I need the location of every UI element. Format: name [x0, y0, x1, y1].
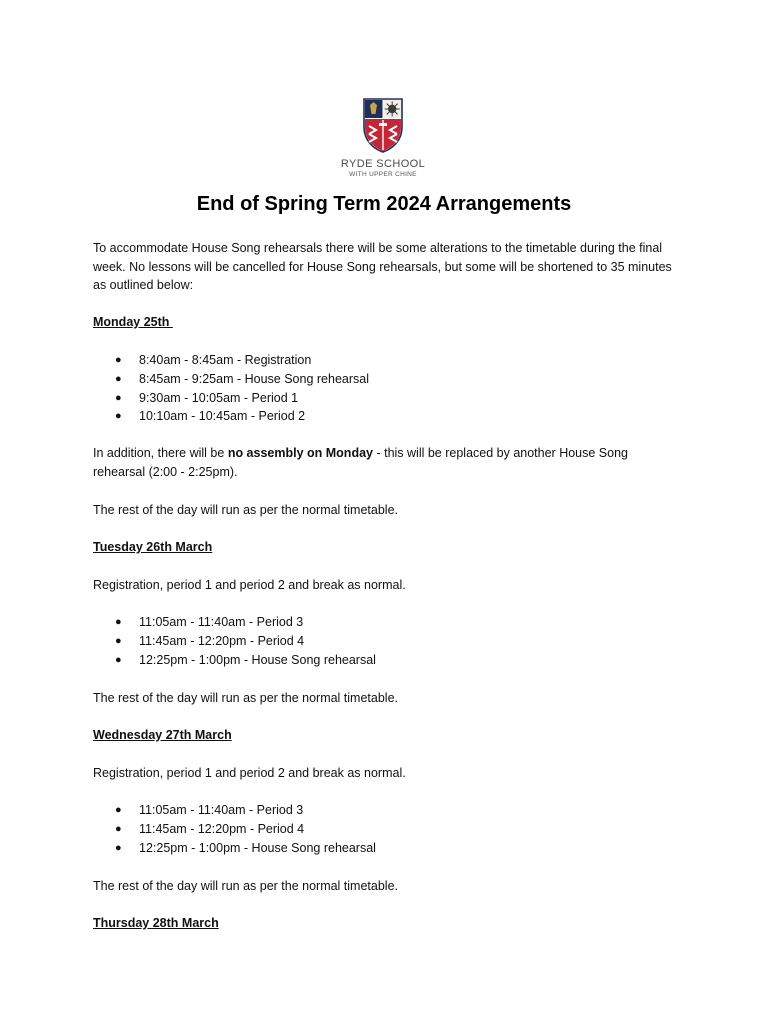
- school-subtitle: WITH UPPER CHINE: [349, 171, 417, 178]
- list-item: [93, 370, 369, 389]
- list-item: [93, 632, 376, 651]
- list-item: [93, 613, 376, 632]
- list-item-text: 11:45am - 12:20pm - Period 4: [139, 821, 305, 836]
- bullet-icon: ●: [115, 410, 122, 423]
- list-item-text: 9:30am - 10:05am - Period 1: [139, 390, 299, 405]
- list-item-text: 11:05am - 11:40am - Period 3: [139, 615, 304, 629]
- list-item: [93, 651, 376, 670]
- school-crest-icon: [362, 97, 404, 153]
- wednesday-rest-of-day: The rest of the day will run as per the normal timetable.: [93, 879, 399, 893]
- bullet-icon: ●: [115, 391, 122, 404]
- list-item: [93, 351, 369, 370]
- list-item-text: 8:45am - 9:25am - House Song rehearsal: [139, 371, 369, 386]
- list-item-text: 12:25pm - 1:00pm - House Song rehearsal: [139, 652, 376, 667]
- list-item: [93, 407, 369, 426]
- list-item: [93, 820, 376, 839]
- list-item: [93, 801, 376, 820]
- tuesday-heading: Tuesday 26th March: [93, 540, 213, 554]
- school-name: RYDE SCHOOL: [340, 158, 426, 170]
- bullet-icon: ●: [115, 616, 122, 628]
- bullet-icon: ●: [115, 634, 122, 647]
- wednesday-schedule-list: [93, 801, 376, 857]
- list-item-text: 11:05am - 11:40am - Period 3: [139, 803, 304, 817]
- wednesday-heading: Wednesday 27th March: [93, 728, 232, 742]
- list-item-text: 8:40am - 8:45am - Registration: [139, 353, 312, 367]
- page-title: End of Spring Term 2024 Arrangements: [196, 193, 572, 215]
- list-item-text: 12:25pm - 1:00pm - House Song rehearsal: [139, 840, 376, 855]
- tuesday-intro: Registration, period 1 and period 2 and break as normal.: [93, 578, 406, 592]
- monday-schedule-list: [93, 351, 369, 426]
- bullet-icon: ●: [115, 653, 122, 666]
- bullet-icon: ●: [115, 841, 122, 854]
- thursday-heading: Thursday 28th March: [93, 916, 219, 930]
- school-logo: [335, 97, 431, 183]
- tuesday-rest-of-day: The rest of the day will run as per the normal timetable.: [93, 691, 399, 705]
- monday-rest-of-day: The rest of the day will run as per the normal timetable.: [93, 503, 399, 517]
- list-item-text: 10:10am - 10:45am - Period 2: [139, 409, 306, 424]
- bullet-icon: ●: [115, 372, 122, 385]
- intro-paragraph: To accommodate House Song rehearsals there will be some alterations to the timetable during the final week. No lessons will be cancelled for House Song rehearsals, but some will be shortened to 35 minutes as outlined below:: [93, 241, 672, 293]
- bullet-icon: ●: [115, 804, 122, 816]
- monday-heading: Monday 25th: [93, 315, 173, 329]
- list-item: [93, 839, 376, 858]
- tuesday-schedule-list: [93, 613, 376, 669]
- note-text: - this will be replaced by another House Song rehearsal (2:00 - 2:25pm).: [93, 446, 628, 479]
- bullet-icon: ●: [115, 822, 122, 835]
- monday-assembly-note: [93, 444, 653, 481]
- note-text: In addition, there will be: [93, 446, 228, 460]
- wednesday-intro: Registration, period 1 and period 2 and break as normal.: [93, 766, 406, 780]
- note-emphasis: no assembly on Monday: [227, 446, 373, 460]
- bullet-icon: ●: [115, 354, 122, 366]
- list-item: [93, 389, 369, 408]
- list-item-text: 11:45am - 12:20pm - Period 4: [139, 633, 305, 648]
